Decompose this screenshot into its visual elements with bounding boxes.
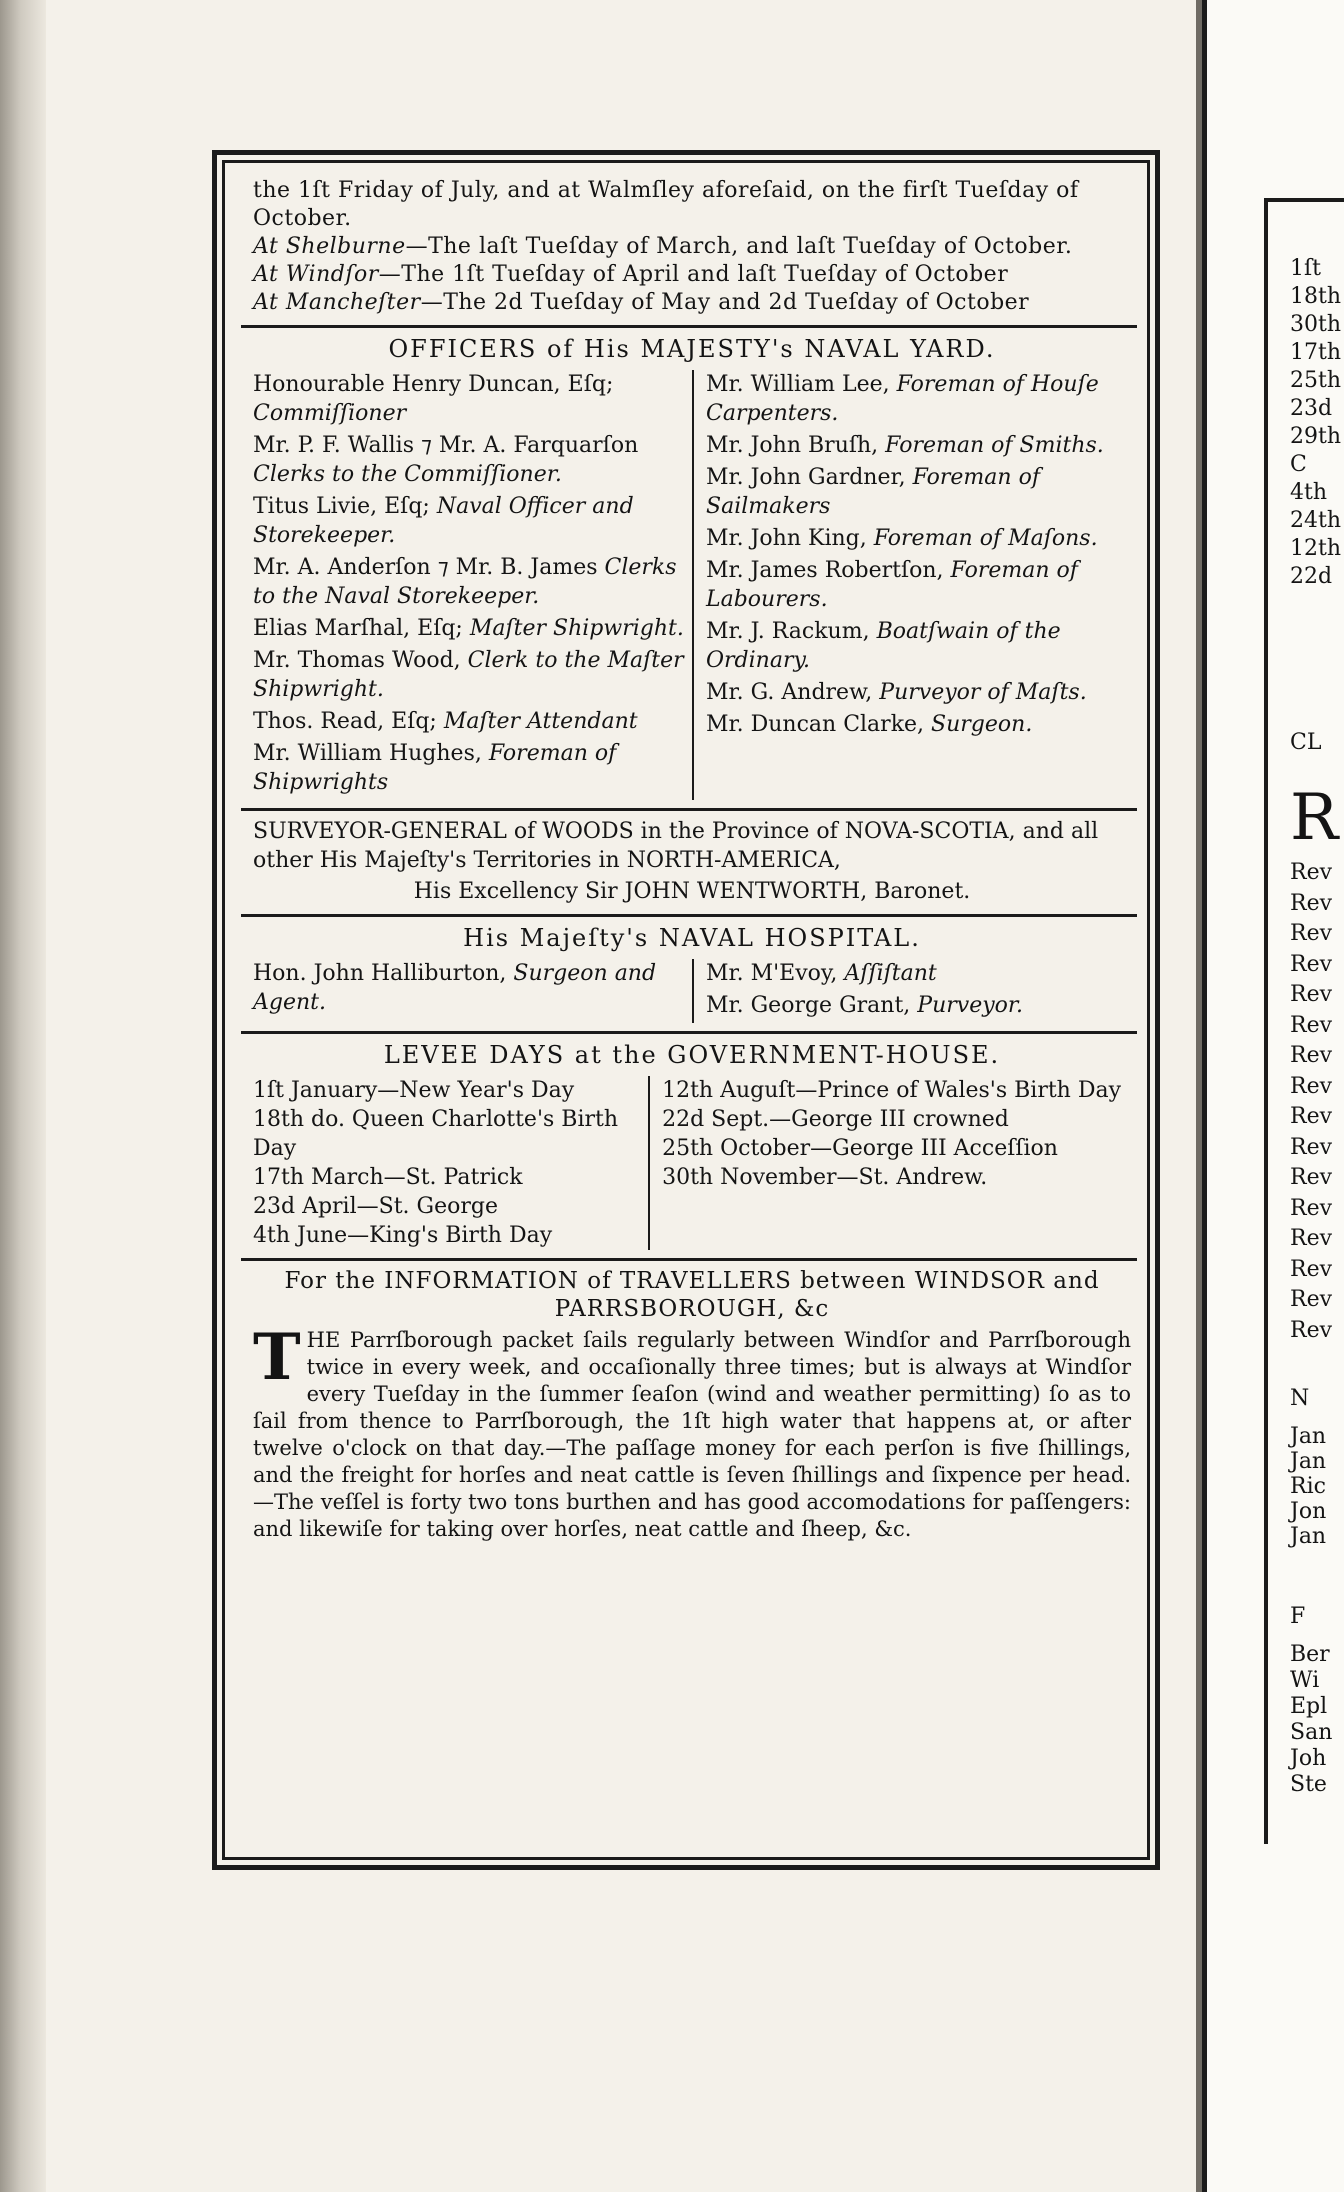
officer-entry: Hon. John Halliburton, Surgeon and Agent. [253,961,657,1015]
officer-entry: Mr. A. Anderſon ⁊ Mr. B. James Clerks to the Naval Storekeeper. [253,555,677,609]
officer-entry: Mr. George Grant, Purveyor. [706,993,1023,1018]
court-line: At Mancheſter—The 2d Tueſday of May and 2d Tueſday of October [253,290,1030,315]
facing-page-heading: N [1290,1386,1310,1411]
facing-page-line: Rev [1290,1043,1333,1068]
facing-page-line: Ber [1290,1642,1330,1667]
officer-entry: Mr. William Hughes, Foreman of Shipwrights [253,741,617,795]
section-rule [241,325,1137,328]
facing-page-line: Rev [1290,1256,1333,1282]
facing-page-heading: CL [1290,730,1322,755]
facing-page-line: Jan [1290,1424,1327,1449]
levee-day: 12th Auguſt—Prince of Wales's Birth Day [662,1078,1122,1103]
levee-day: 1ſt January—New Year's Day [253,1078,575,1103]
facing-page-line: Jon [1290,1499,1327,1524]
facing-page-line: 18th [1290,284,1342,309]
officer-entry: Mr. G. Andrew, Purveyor of Maſts. [706,680,1087,705]
facing-page-line: 4th [1290,480,1328,505]
facing-page-line: Epl [1290,1694,1328,1719]
surveyor-text: SURVEYOR-GENERAL of WOODS in the Province of NOVA-SCOTIA, and all other His Majeſty's Territories in NORTH-AMERICA, [253,819,1099,873]
facing-page-line: San [1290,1720,1333,1745]
facing-page-line: Ste [1290,1772,1327,1797]
officer-entry: Mr. P. F. Wallis ⁊ Mr. A. Farquarſon Clerks to the Commiſſioner. [253,433,639,487]
facing-page-line: Rev [1290,860,1333,885]
officer-entry: Titus Livie, Eſq; Naval Officer and Storekeeper. [253,494,634,548]
levee-day: 30th November—St. Andrew. [662,1165,988,1190]
officer-entry: Mr. James Robertſon, Foreman of Labourers. [706,558,1078,612]
levee-day: 23d April—St. George [253,1194,498,1219]
facing-page-line: 29th [1290,424,1342,449]
travellers-body: THE Parrſborough packet ſails regularly between Windſor and Parrſborough twice in every week, and occaſionally three times; but is always at Windſor every Tueſday in the ſummer ſeaſon (wind and weather permitting) ſo as to ſail from thence to Parrſborough, the 1ſt high water that happens at, or after twelve o'clock on that day.—The paſſage money for each perſon is five ſhillings, and the freight for horſes and neat cattle is ſeven ſhillings and ſixpence per head.—The veſſel is forty two tons burthen and has good accomodations for paſſengers: and likewiſe for taking over horſes, neat cattle and ſheep, &c. [253,1320,1131,1541]
facing-page-line: Rev [1290,1195,1333,1221]
officer-entry: Elias Marſhal, Eſq; Maſter Shipwright. [253,616,684,641]
facing-page-line: Rev [1290,982,1333,1007]
court-line: the 1ſt Friday of July, and at Walmſley aforeſaid, on the firſt Tueſday of October. [253,178,1079,231]
officer-entry: Mr. Duncan Clarke, Surgeon. [706,712,1033,737]
officer-entry: Mr. John Bruſh, Foreman of Smiths. [706,433,1104,458]
scan-edge-left [0,0,46,2192]
naval-yard-title: OFFICERS of His MAJESTY's NAVAL YARD. [388,335,996,363]
facing-page-line: 1ſt [1290,256,1321,281]
facing-page-line: Rev [1290,921,1333,946]
facing-page-line: Rev [1290,1317,1333,1343]
naval-yard-left-column [253,370,692,800]
levee-days [253,1076,1131,1250]
facing-page-line: 24th [1290,508,1342,533]
facing-page-line: Rev [1290,951,1333,977]
travellers-notice [253,1267,1131,1543]
facing-page-line: Jan [1290,1449,1327,1474]
court-sittings [253,177,1131,317]
officer-entry: Thos. Read, Eſq; Maſter Attendant [253,709,638,734]
levee-day: 25th October—George III Acceſſion [662,1136,1058,1161]
section-rule [241,1258,1137,1261]
facing-page-line: 17th [1290,340,1342,365]
facing-page-line: 23d [1290,396,1333,421]
section-rule [241,914,1137,917]
court-line: At Windſor—The 1ſt Tueſday of April and laſt Tueſday of October [253,262,1009,287]
facing-page-heading: F [1290,1604,1306,1629]
officer-entry: Mr. M'Evoy, Aſſiſtant [706,961,937,986]
facing-page-line: C [1290,452,1307,477]
drop-cap: T [253,1320,301,1395]
naval-yard-right-column [692,370,1131,800]
officer-entry: Mr. John King, Foreman of Maſons. [706,526,1098,551]
hospital-officers [253,959,1131,1023]
hospital-title: His Majeſty's NAVAL HOSPITAL. [463,924,921,952]
naval-yard-officers [253,370,1131,800]
facing-page-line: Wi [1290,1668,1320,1693]
facing-page-line: 25th [1290,368,1342,393]
facing-page-line: Rev [1290,1134,1333,1160]
facing-page-line: Rev [1290,1012,1333,1038]
officer-entry: Mr. J. Rackum, Boatſwain of the Ordinary. [706,619,1061,673]
officer-entry: Mr. Thomas Wood, Clerk to the Maſter Shipwright. [253,648,684,702]
section-rule [241,1031,1137,1034]
facing-page-line: Rev [1290,1287,1333,1312]
facing-page-line: 22d [1290,564,1333,589]
levee-right-column [648,1076,1131,1250]
officer-entry: Mr. John Gardner, Foreman of Sailmakers [706,465,1040,519]
surveyor-name: His Excellency Sir JOHN WENTWORTH, Baronet. [413,879,971,904]
surveyor-general [253,817,1131,906]
travellers-title: For the INFORMATION of TRAVELLERS between WINDSOR and PARRSBOROUGH, &c [284,1268,1100,1322]
levee-day: 18th do. Queen Charlotte's Birth Day [253,1107,619,1161]
facing-page-line: Jan [1290,1524,1327,1549]
facing-page-line: 12th [1290,536,1342,561]
levee-day: 4th June—King's Birth Day [253,1223,553,1248]
facing-page-line: Ric [1290,1474,1326,1499]
facing-page-line: 30th [1290,312,1342,337]
facing-page-line: Rev [1290,1226,1333,1251]
facing-page-line: Rev [1290,1165,1333,1190]
officer-entry: Honourable Henry Duncan, Eſq; Commiſſioner [253,372,614,426]
section-rule [241,808,1137,811]
officer-entry: Mr. William Lee, Foreman of Houſe Carpenters. [706,372,1099,426]
facing-page-line: Rev [1290,1073,1333,1099]
levee-title: LEVEE DAYS at the GOVERNMENT-HOUSE. [383,1041,1001,1069]
facing-page-line: Rev [1290,890,1333,916]
facing-page-initial: R [1290,781,1339,855]
facing-page-line: Joh [1290,1746,1327,1771]
almanac-page [212,150,1160,1870]
facing-page-line: Rev [1290,1104,1333,1129]
levee-left-column [253,1076,648,1250]
hospital-right-column [692,959,1131,1023]
court-line: At Shelburne—The laſt Tueſday of March, and laſt Tueſday of October. [253,234,1073,259]
levee-day: 17th March—St. Patrick [253,1165,523,1190]
levee-day: 22d Sept.—George III crowned [662,1107,1009,1132]
hospital-left-column [253,959,692,1023]
